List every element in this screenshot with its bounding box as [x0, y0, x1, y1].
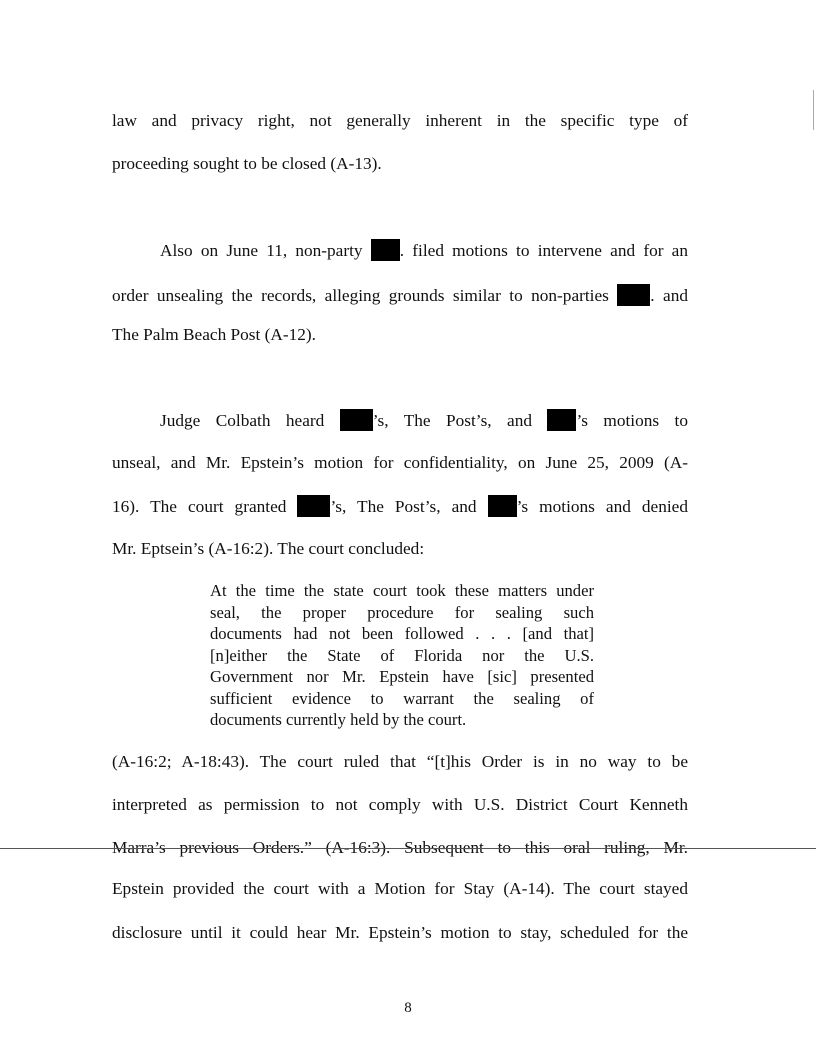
redaction-block: [547, 409, 576, 431]
body-line: Mr. Eptsein’s (A-16:2). The court concluded:: [112, 539, 425, 558]
redaction-block: [371, 239, 400, 261]
quote-line: documents currently held by the court.: [210, 710, 467, 729]
text-span: ’s, The Post’s, and: [330, 497, 477, 516]
block-quote: [210, 580, 594, 731]
scan-strike-line: [0, 848, 816, 849]
text-span: . filed motions to intervene and for an: [399, 241, 688, 260]
text-span: 16). The court granted: [112, 497, 287, 516]
quote-line: seal, the proper procedure for sealing such: [210, 602, 594, 622]
body-line: [160, 239, 688, 261]
body-line: The Palm Beach Post (A-12).: [112, 325, 316, 344]
body-line: unseal, and Mr. Epstein’s motion for confidentiality, on June 25, 2009 (A-: [112, 453, 688, 472]
body-line: (A-16:2; A-18:43). The court ruled that “[t]his Order is in no way to be: [112, 752, 688, 771]
text-span: ’s, The Post’s, and: [372, 411, 533, 430]
body-line: [112, 495, 688, 517]
redaction-block: [297, 495, 330, 517]
text-span: Judge Colbath heard: [160, 411, 325, 430]
text-span: order unsealing the records, alleging grounds similar to non-parties: [112, 286, 609, 305]
scan-edge-mark: [813, 90, 814, 130]
text-span: . and: [650, 286, 688, 305]
quote-line: sufficient evidence to warrant the sealing of: [210, 688, 594, 708]
body-line: Marra’s previous Orders.” (A-16:3). Subsequent to this oral ruling, Mr.: [112, 838, 688, 857]
text-span: Also on June 11, non-party: [160, 241, 363, 260]
quote-line: [n]either the State of Florida nor the U.S.: [210, 645, 594, 665]
body-line: proceeding sought to be closed (A-13).: [112, 154, 382, 173]
page-number: 8: [404, 1000, 412, 1016]
body-line: [112, 284, 688, 306]
text-span: ’s motions and denied: [516, 497, 688, 516]
redaction-block: [488, 495, 517, 517]
quote-line: At the time the state court took these matters under: [210, 581, 594, 600]
quote-line: Government nor Mr. Epstein have [sic] presented: [210, 667, 594, 686]
body-line: [160, 409, 688, 431]
redaction-block: [340, 409, 373, 431]
body-line: disclosure until it could hear Mr. Epstein’s motion to stay, scheduled for the: [112, 923, 688, 942]
body-line: interpreted as permission to not comply with U.S. District Court Kenneth: [112, 795, 688, 814]
redaction-block: [617, 284, 650, 306]
body-line: Epstein provided the court with a Motion for Stay (A-14). The court stayed: [112, 879, 688, 898]
body-line: law and privacy right, not generally inherent in the specific type of: [112, 111, 688, 130]
text-span: ’s motions to: [576, 411, 688, 430]
quote-line: documents had not been followed . . . [and that]: [210, 624, 594, 643]
